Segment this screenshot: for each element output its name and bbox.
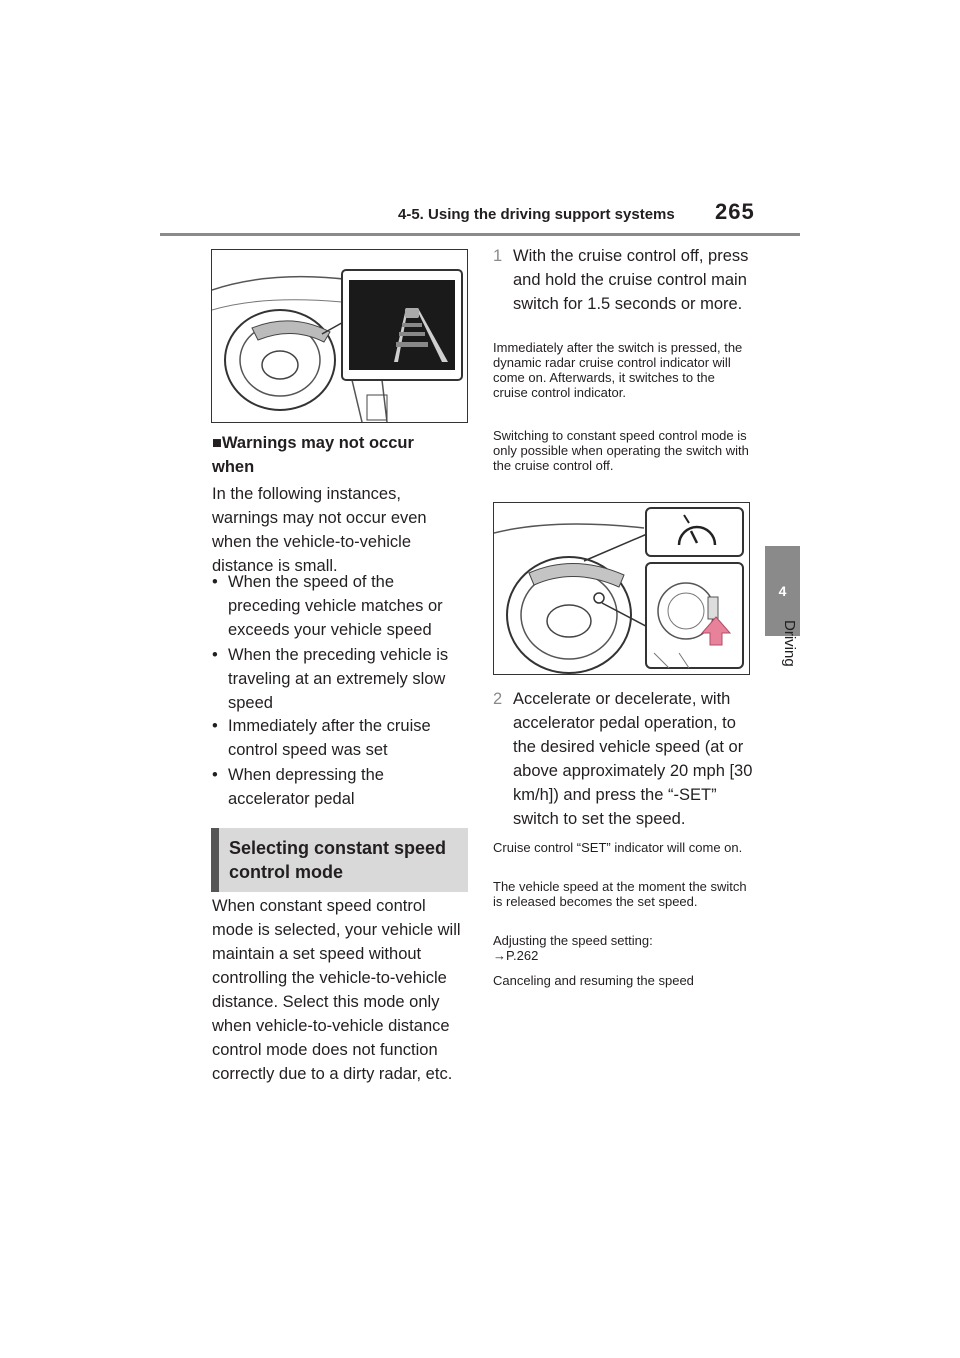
section-header-title: 4-5. Using the driving support systems: [398, 206, 675, 223]
step-1-note: Switching to constant speed control mode is only possible when operating the switch with the cruise control off.: [493, 428, 749, 473]
page-number: 265: [715, 199, 755, 224]
step-2-note: Canceling and resuming the speed: [493, 973, 694, 988]
warnings-heading: ■Warnings may not occur when: [212, 434, 414, 476]
step-1: [493, 244, 753, 316]
bullet-text: When the speed of the preceding vehicle matches or exceeds your vehicle speed: [228, 573, 443, 639]
step-2: [493, 687, 753, 831]
section-heading: Selecting constant speed control mode: [229, 838, 447, 882]
dashboard-illustration: [212, 250, 467, 422]
bullet-item: • When the preceding vehicle is traveling at an extremely slow speed: [212, 643, 468, 715]
section-heading-box: [211, 828, 468, 892]
bullet-item: • When the speed of the preceding vehicle matches or exceeds your vehicle speed: [212, 570, 468, 642]
bullet-item: • When depressing the accelerator pedal: [212, 763, 468, 811]
header-divider: [160, 233, 800, 236]
section-body: When constant speed control mode is selected, your vehicle will maintain a set speed without controlling the vehicle-to-vehicle distance. Select this mode only when vehicle-to-vehicle distance control mode does not function correctly due to a dirty radar, etc.: [212, 897, 461, 1083]
cruise-switch-figure: [493, 502, 750, 675]
bullet-item: • Immediately after the cruise control speed was set: [212, 714, 468, 762]
bullet-text: When the preceding vehicle is traveling at an extremely slow speed: [228, 646, 449, 712]
step-2-note: [493, 933, 753, 963]
note-label: Adjusting the speed setting:: [493, 933, 653, 948]
step-text: With the cruise control off, press and hold the cruise control main switch for 1.5 seconds or more.: [513, 247, 749, 313]
step-2-note: The vehicle speed at the moment the switch is released becomes the set speed.: [493, 879, 747, 909]
warnings-intro: In the following instances, warnings may not occur even when the vehicle-to-vehicle distance is small.: [212, 485, 427, 575]
steering-wheel-illustration: [494, 503, 749, 674]
step-2-note: Cruise control “SET” indicator will come on.: [493, 840, 743, 855]
step-text: Accelerate or decelerate, with accelerator pedal operation, to the desired vehicle speed (at or above approximately 20 mph [30 km/h]) and press the “-SET” switch to set the speed.: [513, 690, 753, 828]
dashboard-display-figure: [211, 249, 468, 423]
step-number: 2: [493, 690, 503, 708]
step-1-note: Immediately after the switch is pressed, the dynamic radar cruise control indicator will come on. Afterwards, it switches to the cruise control indicator.: [493, 340, 743, 400]
page-reference-link[interactable]: →P.262: [493, 948, 539, 963]
step-number: 1: [493, 247, 503, 265]
bullet-text: When depressing the accelerator pedal: [228, 766, 384, 808]
chapter-label: Driving: [781, 620, 798, 667]
chapter-number: 4: [778, 583, 787, 599]
bullet-text: Immediately after the cruise control speed was set: [228, 717, 431, 759]
